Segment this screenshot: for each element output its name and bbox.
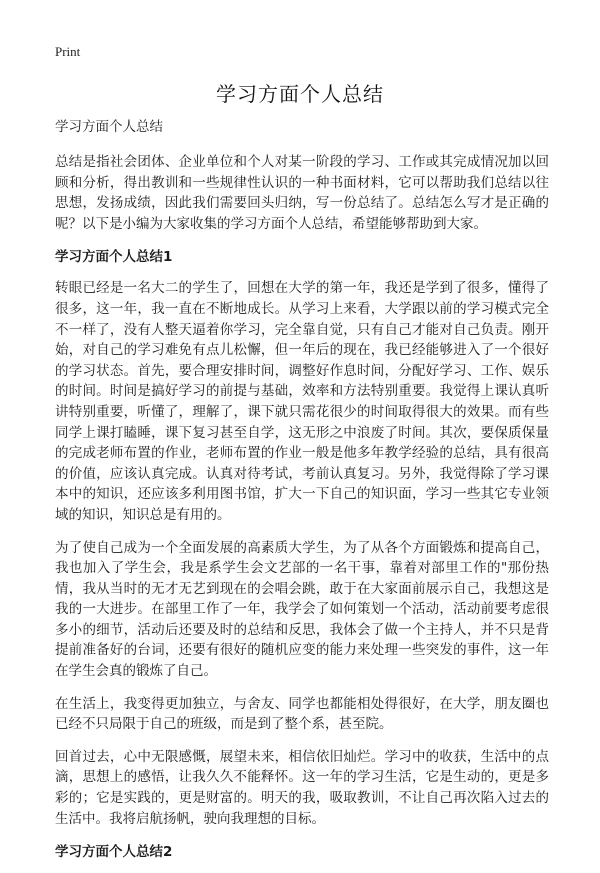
document-subtitle: 学习方面个人总结: [55, 119, 163, 135]
section-paragraph: 转眼已经是一名大二的学生了，回想在大学的第一年，我还是学到了很多，懂得了很多，这一年，我一直在不断地成长。从学习上来看，大学跟以前的学习模式完全不一样了，没有人整天逼着你学习，完全靠自觉，只有自己才能对自己负责。刚开始，对自己的学习难免有点儿松懈，但一年后的现在，我已经能够进入了一个很好的学习状态。首先，要合理安排时间，调整好作息时间，分配好学习、工作、娱乐的时间。时间是搞好学习的前提与基础，效率和方法特别重要。我觉得上课认真听讲特别重要，听懂了，理解了，课下就只需花很少的时间取得很大的效果。而有些同学上课打瞌睡，课下复习甚至自学，这无形之中浪废了时间。其次，要保质保量的完成老师布置的作业，老师布置的作业一般是他多年教学经验的总结，具有很高的价值，应该认真完成。认真对待考试，考前认真复习。另外，我觉得除了学习课本中的知识，还应该多利用图书馆，扩大一下自己的知识面，学习一些其它专业领域的知识，知识总是有用的。: [55, 280, 549, 523]
section-paragraph: 在生活上，我变得更加独立，与舍友、同学也都能相处得很好，在大学，朋友圈也已经不只局限于自己的班级，而是到了整个系，甚至院。: [55, 695, 549, 733]
intro-paragraph: 总结是指社会团体、企业单位和个人对某一阶段的学习、工作或其完成情况加以回顾和分析，得出教训和一些规律性认识的一种书面材料，它可以帮助我们总结以往思想，发扬成绩，因此我们需要回头归纳，写一份总结了。总结怎么写才是正确的呢？以下是小编为大家收集的学习方面个人总结，希望能够帮助到大家。: [55, 154, 549, 232]
section-paragraph: 回首过去，心中无限感慨，展望未来，相信依旧灿烂。学习中的收获，生活中的点滴，思想上的感悟，让我久久不能释怀。这一年的学习生活，它是生动的，更是多彩的；它是实践的，更是财富的。明天的我，吸取教训，不让自己再次陷入过去的生活中。我将启航扬帆，驶向我理想的目标。: [55, 748, 549, 827]
section-paragraph: 为了使自己成为一个全面发展的高素质大学生，为了从各个方面锻炼和提高自己，我也加入了学生会，我是系学生会文艺部的一名干事，靠着对部里工作的"那份热情，我从当时的无才无艺到现在的会唱会跳，敢于在大家面前展示自己，我想这是我的一大进步。在部里工作了一年，我学会了如何策划一个活动，活动前要考虑很多小的细节，活动后还要及时的总结和反思，我体会了做一个主持人，并不只是背提前准备好的台词，还要有很好的随机应变的能力来处理一些突发的事件，这一年在学生会真的锻炼了自己。: [55, 539, 549, 680]
section-heading: 学习方面个人总结2: [55, 844, 173, 861]
print-link[interactable]: Print: [55, 44, 81, 59]
section-heading: 学习方面个人总结1: [55, 249, 173, 266]
document-body: [55, 116, 549, 873]
document-title: 学习方面个人总结: [216, 82, 384, 106]
